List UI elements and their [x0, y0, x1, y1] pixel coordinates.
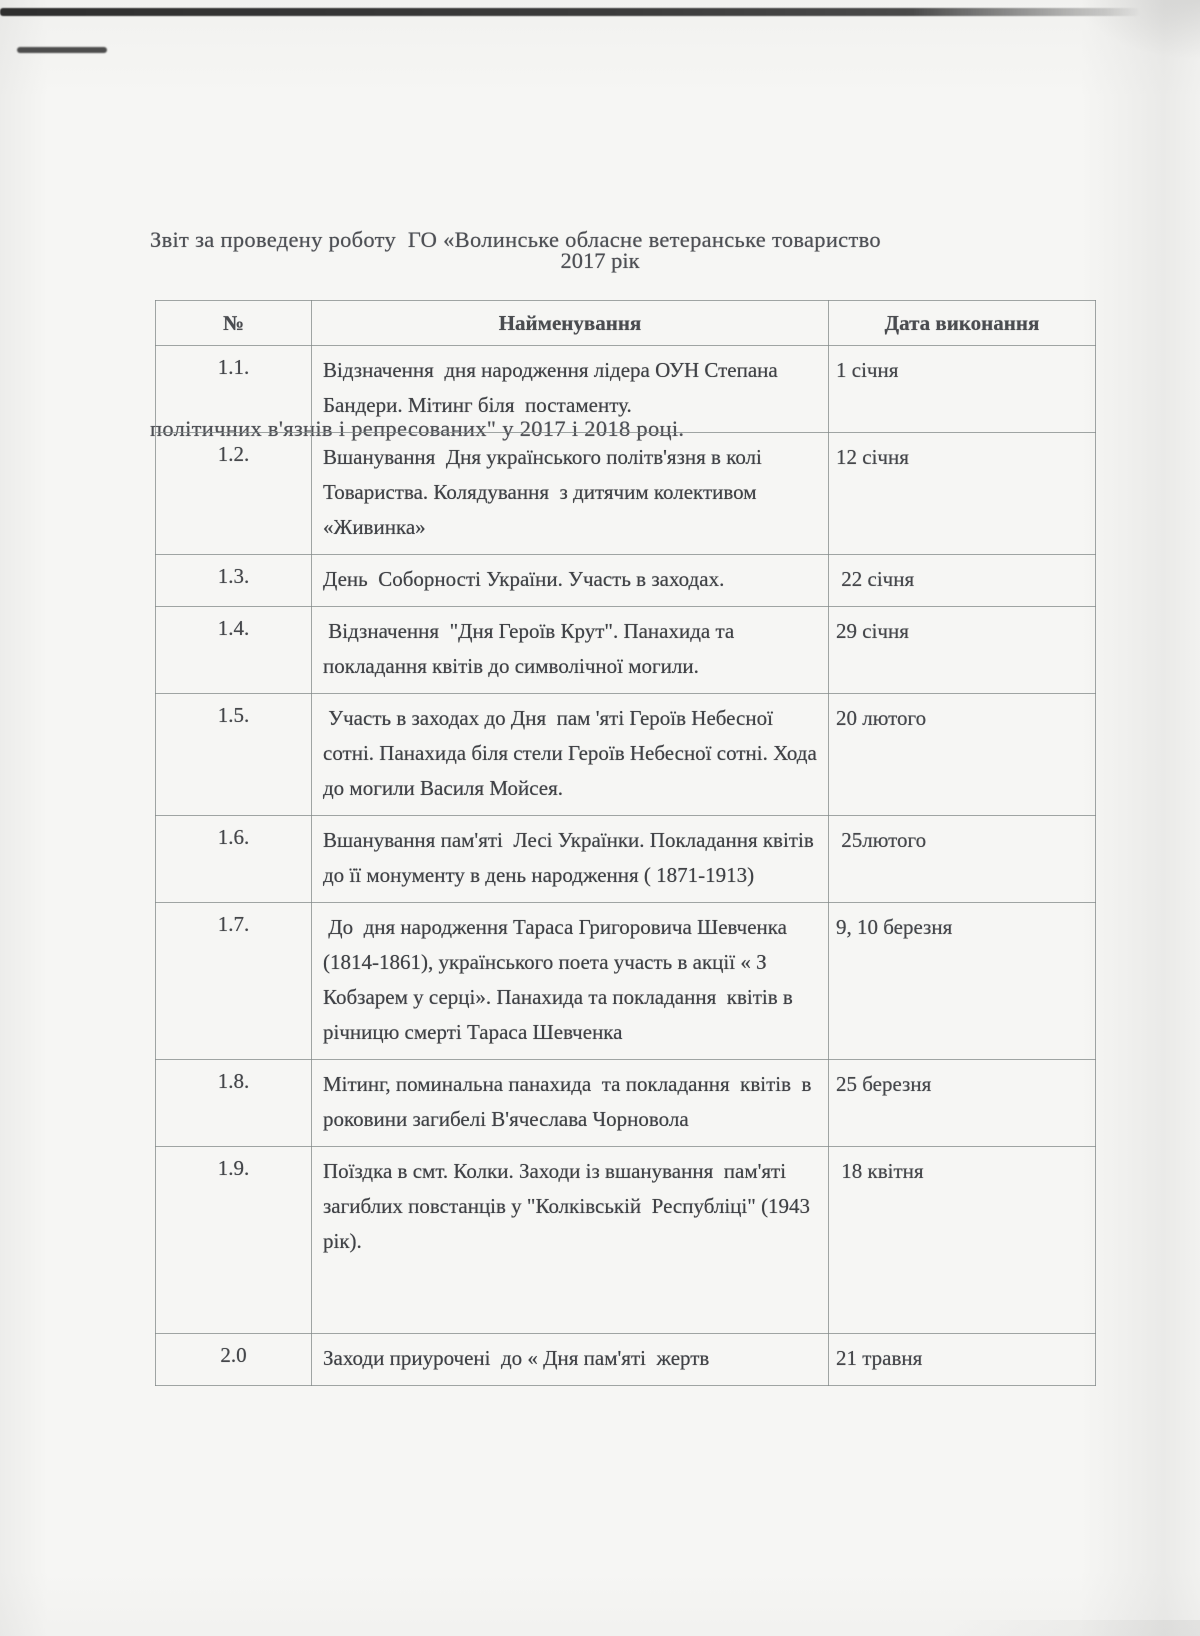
cell-number: 1.8. — [156, 1060, 312, 1147]
cell-date: 25лютого — [829, 816, 1096, 903]
cell-name: Відзначення "Дня Героїв Крут". Панахида та покладання квітів до символічної могили. — [312, 607, 829, 694]
cell-name: Відзначення дня народження лідера ОУН Степана Бандери. Мітинг біля постаменту. — [312, 346, 829, 433]
cell-date: 1 січня — [829, 346, 1096, 433]
scan-artifact-corner-shadow — [1080, 0, 1200, 60]
table-body — [156, 346, 1096, 1386]
cell-number: 1.4. — [156, 607, 312, 694]
cell-date: 22 січня — [829, 555, 1096, 607]
table-row — [156, 694, 1096, 816]
cell-number: 1.3. — [156, 555, 312, 607]
cell-date: 18 квітня — [829, 1147, 1096, 1334]
table-header — [156, 301, 1096, 346]
cell-date: 21 травня — [829, 1334, 1096, 1386]
table-row — [156, 1060, 1096, 1147]
table-row — [156, 433, 1096, 555]
scan-artifact-top-line — [0, 8, 1140, 16]
table-row — [156, 816, 1096, 903]
cell-date: 20 лютого — [829, 694, 1096, 816]
scan-artifact-bottom-shadow — [940, 1620, 1200, 1636]
cell-name: Заходи приурочені до « Дня пам'яті жертв — [312, 1334, 829, 1386]
activities-table — [155, 300, 1096, 1386]
cell-date: 25 березня — [829, 1060, 1096, 1147]
cell-number: 1.9. — [156, 1147, 312, 1334]
header-name: Найменування — [312, 301, 829, 346]
cell-number: 2.0 — [156, 1334, 312, 1386]
cell-name: Вшанування Дня українського політв'язня в колі Товариства. Колядування з дитячим колективом «Живинка» — [312, 433, 829, 555]
section-heading-2017: 2017 рік — [560, 248, 640, 273]
table-row — [156, 346, 1096, 433]
report-title-line-1: Звіт за проведену роботу ГО «Волинське обласне ветеранське товариство — [150, 227, 881, 252]
cell-date: 12 січня — [829, 433, 1096, 555]
table-row — [156, 1334, 1096, 1386]
cell-number: 1.5. — [156, 694, 312, 816]
cell-name: Участь в заходах до Дня пам 'яті Героїв Небесної сотні. Панахида біля стели Героїв Небесної сотні. Хода до могили Василя Мойсея. — [312, 694, 829, 816]
header-date: Дата виконання — [829, 301, 1096, 346]
cell-number: 1.7. — [156, 903, 312, 1060]
cell-date: 29 січня — [829, 607, 1096, 694]
cell-name: Мітинг, поминальна панахида та покладання квітів в роковини загибелі В'ячеслава Чорновола — [312, 1060, 829, 1147]
scan-artifact-dash — [17, 47, 107, 53]
header-number: № — [156, 301, 312, 346]
table-row — [156, 1147, 1096, 1334]
report-title-line-2: політичних в'язнів і репресованих" у 2017 і 2018 році. — [150, 416, 685, 441]
cell-name: Вшанування пам'яті Лесі Українки. Покладання квітів до її монументу в день народження ( 1871-1913) — [312, 816, 829, 903]
cell-number: 1.1. — [156, 346, 312, 433]
cell-number: 1.2. — [156, 433, 312, 555]
cell-date: 9, 10 березня — [829, 903, 1096, 1060]
cell-name: До дня народження Тараса Григоровича Шевченка (1814-1861), українського поета участь в акції « З Кобзарем у серці». Панахида та покладання квітів в річницю смерті Тараса Шевченка — [312, 903, 829, 1060]
cell-name: Поїздка в смт. Колки. Заходи із вшанування пам'яті загиблих повстанців у "Колківській Республіці" (1943 рік). — [312, 1147, 829, 1334]
table-row — [156, 607, 1096, 694]
table-row — [156, 903, 1096, 1060]
cell-name: День Соборності України. Участь в заходах. — [312, 555, 829, 607]
cell-number: 1.6. — [156, 816, 312, 903]
table-row — [156, 555, 1096, 607]
